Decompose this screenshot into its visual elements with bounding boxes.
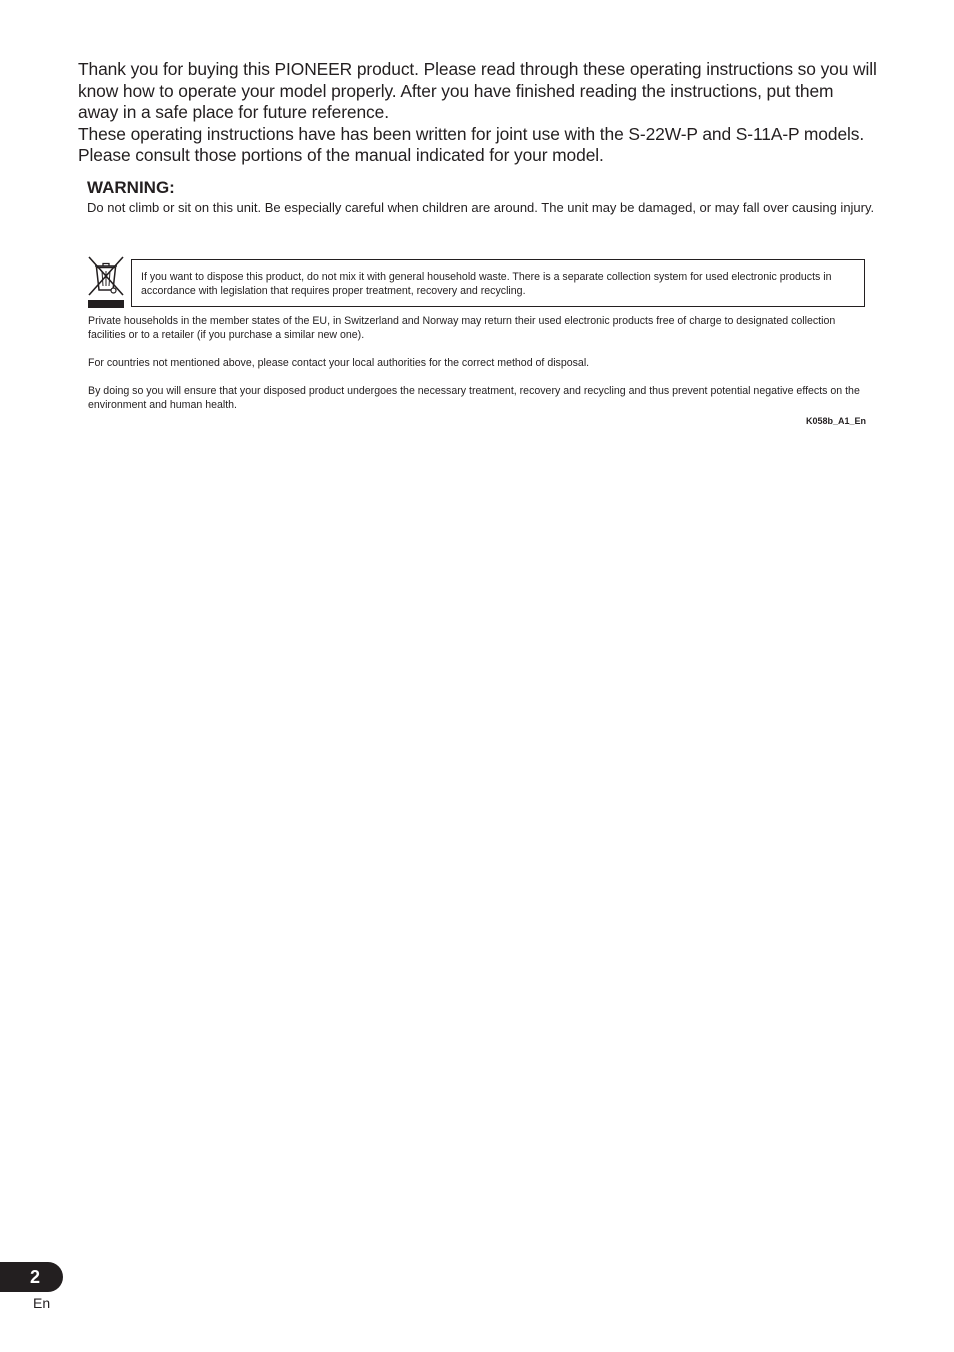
warning-title: WARNING:	[87, 178, 175, 197]
intro-text	[78, 59, 878, 167]
disposal-notes	[88, 314, 866, 426]
intro-paragraph-thanks: Thank you for buying this PIONEER product. Please read through these operating instructions so you will know how to operate your model properly. After you have finished reading the instructions, put them away in a safe place for future reference.	[78, 59, 877, 122]
page-language: En	[33, 1295, 51, 1311]
warning-text: Do not climb or sit on this unit. Be especially careful when children are around. The unit may be damaged, or may fall over causing injury.	[87, 200, 875, 215]
disposal-notice-text: If you want to dispose this product, do not mix it with general household waste. There is a separate collection system for used electronic products in accordance with legislation that requires proper treatment, recovery and recycling.	[141, 271, 832, 297]
warning-section	[87, 177, 877, 217]
disposal-note-environment: By doing so you will ensure that your disposed product undergoes the necessary treatment, recovery and recycling and thus prevent potential negative effects on the environment and human health.	[88, 385, 860, 411]
document-code: K058b_A1_En	[805, 416, 866, 426]
disposal-notice-box	[131, 259, 865, 307]
crossed-out-wheelie-bin-icon	[86, 254, 126, 310]
intro-paragraph-models: These operating instructions have has been written for joint use with the S-22W-P and S-11A-P models. Please consult those portions of the manual indicated for your model.	[78, 123, 865, 165]
page-number-tab	[0, 1262, 63, 1292]
disposal-note-other-countries: For countries not mentioned above, please contact your local authorities for the correct method of disposal.	[88, 357, 590, 369]
page-number: 2	[30, 1267, 41, 1287]
disposal-note-eu: Private households in the member states of the EU, in Switzerland and Norway may return their used electronic products free of charge to designated collection facilities or to a retailer (if you purchase a similar new one).	[88, 315, 836, 341]
